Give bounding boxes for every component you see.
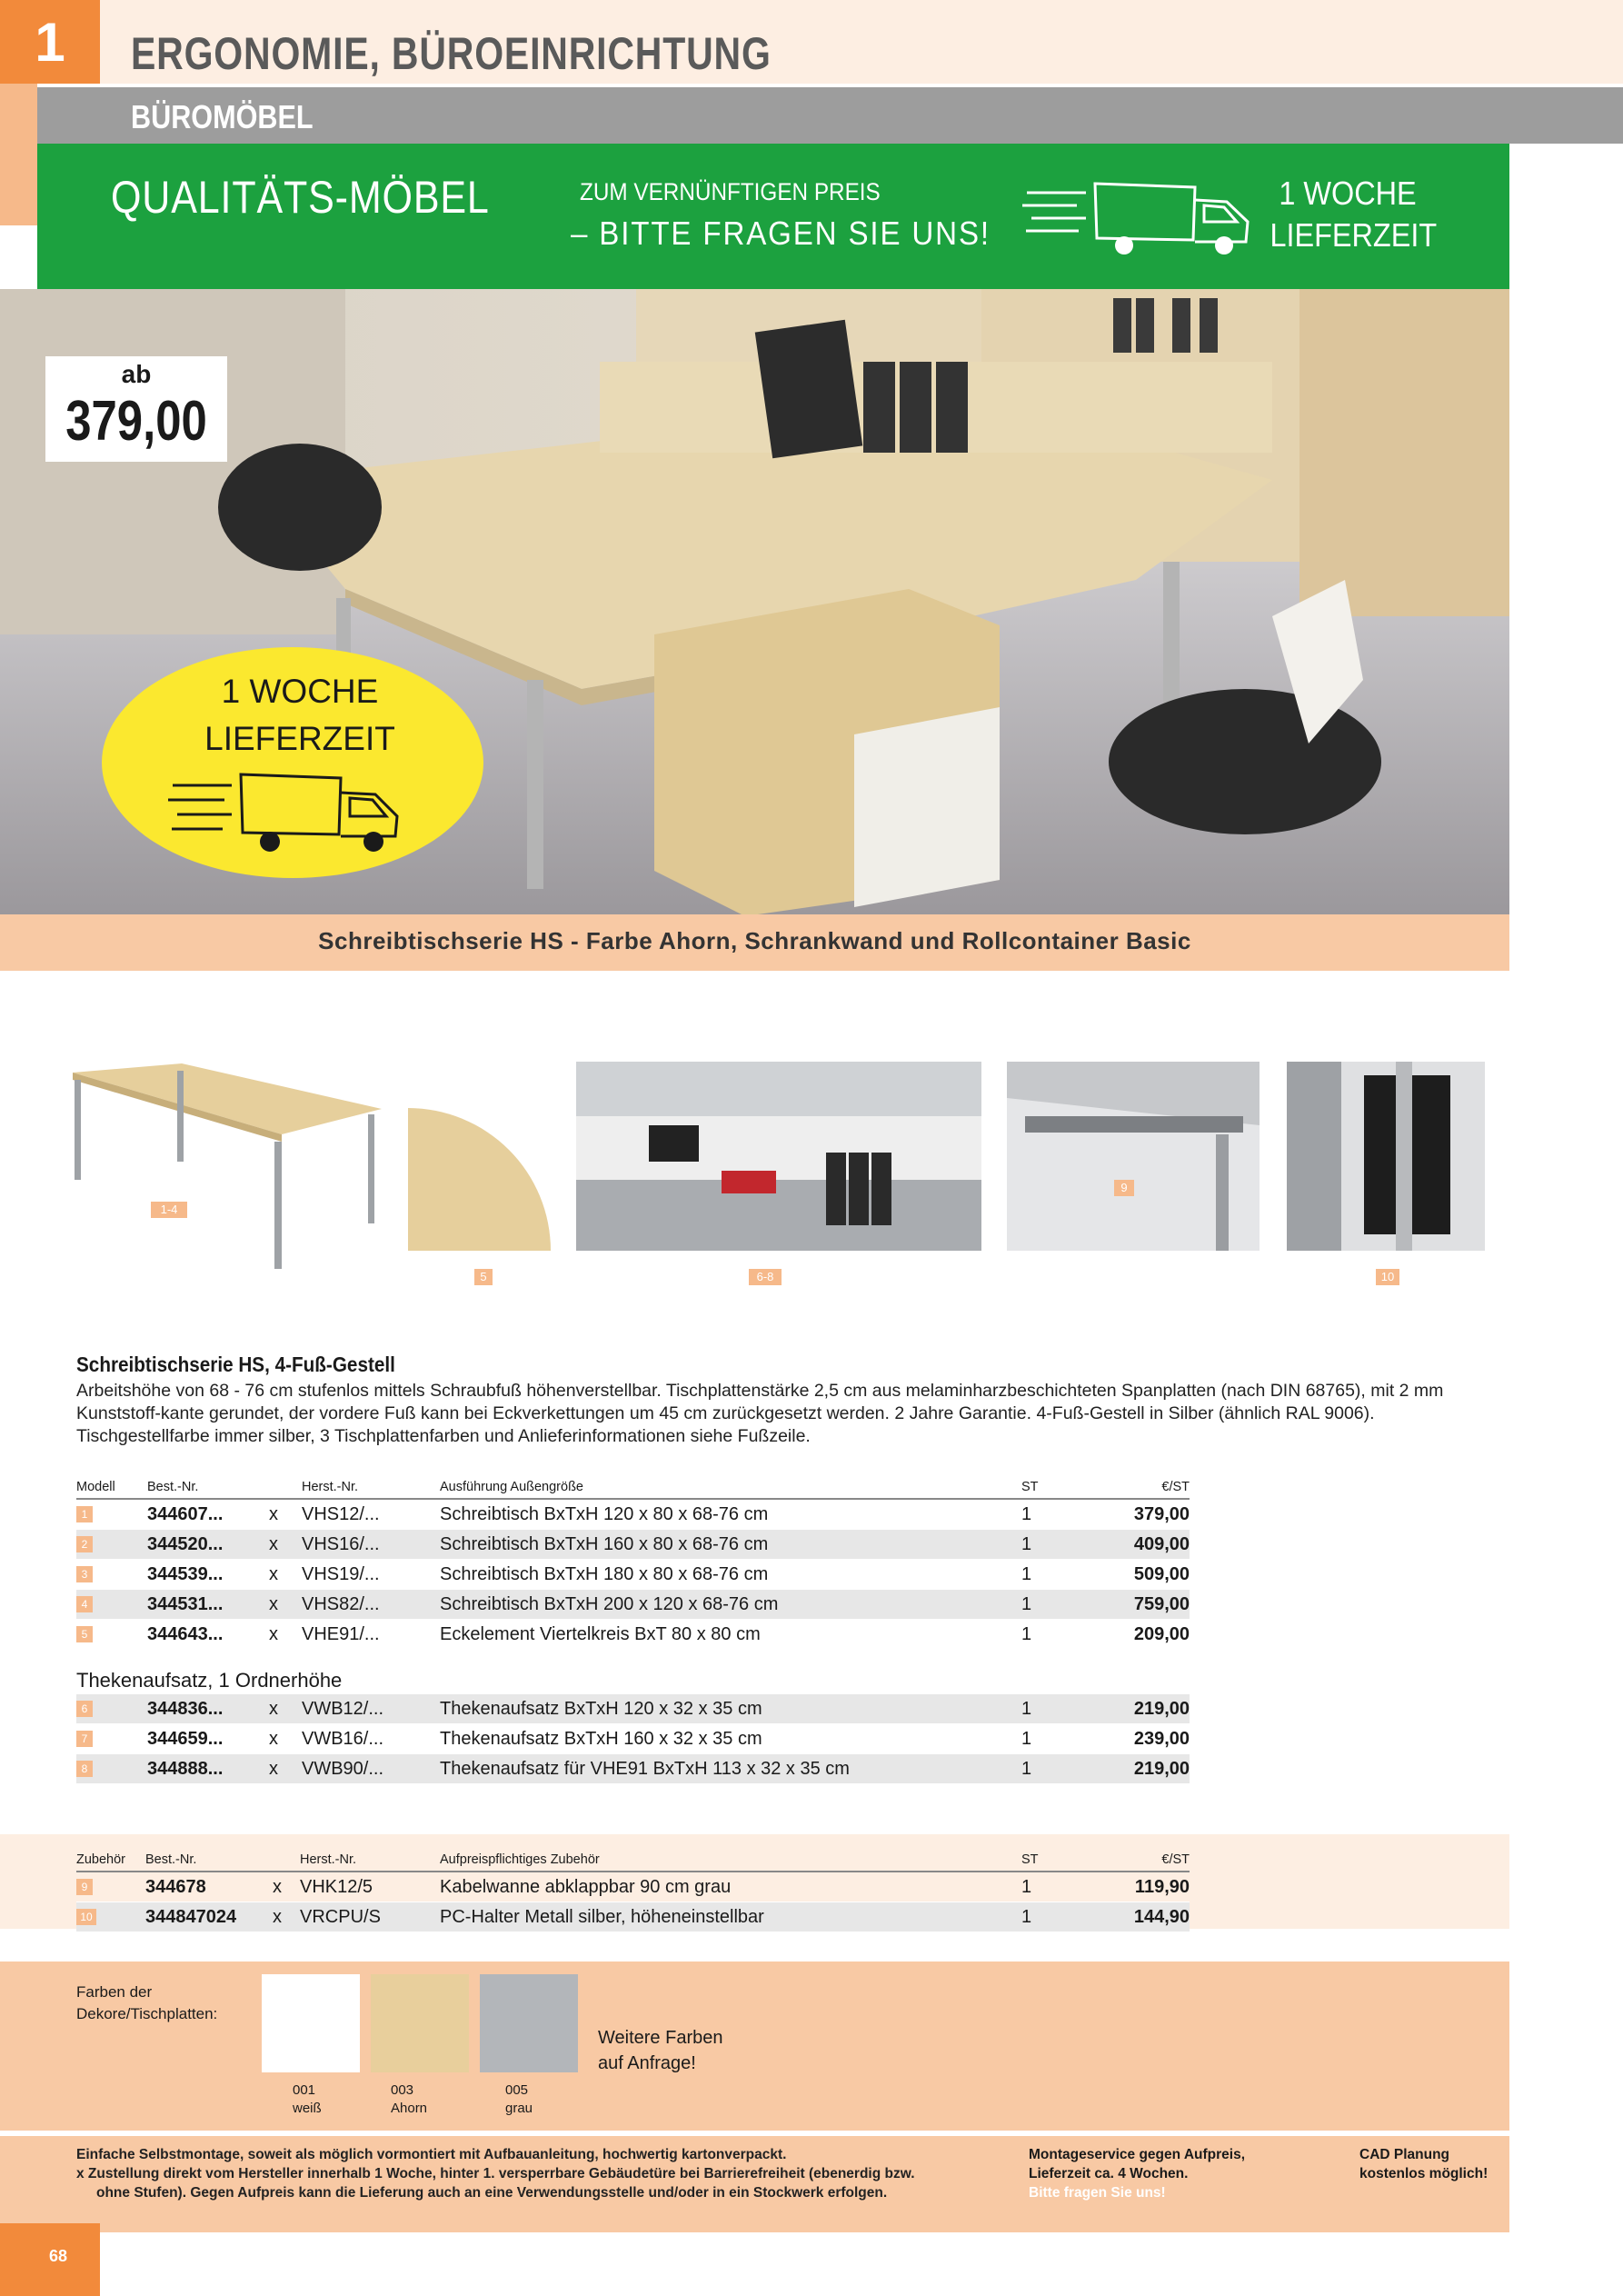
table-row [76, 1902, 1190, 1932]
desk-product-image [64, 1054, 391, 1273]
swatch-code: 003 [391, 2082, 414, 2098]
item-price: 209,00 [1087, 1620, 1190, 1650]
row-number: 8 [76, 1761, 93, 1777]
item-description: PC-Halter Metall silber, höheneinstellbar [440, 1902, 1021, 1932]
col-order-no: Best.-Nr. [145, 1849, 273, 1872]
maker-number: VHS16/... [302, 1530, 440, 1560]
cad-line-1: CAD Planung [1359, 2147, 1450, 2162]
footer-delivery-info [76, 2145, 931, 2202]
delivery-marker: x [269, 1590, 302, 1620]
colors-label [76, 1982, 217, 2025]
delivery-marker: x [269, 1499, 302, 1530]
maker-number: VWB90/... [302, 1754, 440, 1784]
item-qty: 1 [1021, 1724, 1087, 1754]
corner-element-image [404, 1104, 554, 1254]
order-number: 344539... [147, 1560, 269, 1590]
col-price: €/ST [1087, 1849, 1190, 1872]
more-colors-line-1: Weitere Farben [598, 2028, 723, 2048]
item-qty: 1 [1021, 1590, 1087, 1620]
swatch-label [391, 2081, 427, 2118]
order-number: 344520... [147, 1530, 269, 1560]
item-qty: 1 [1021, 1530, 1087, 1560]
order-number: 344607... [147, 1499, 269, 1530]
item-description: Thekenaufsatz für VHE91 BxTxH 113 x 32 x 35 cm [440, 1754, 1021, 1784]
table-row [76, 1754, 1190, 1784]
col-accessory: Zubehör [76, 1849, 145, 1872]
banner-title: QUALITÄTS-MÖBEL [111, 172, 490, 223]
chapter-title: ERGONOMIE, BÜROEINRICHTUNG [131, 28, 772, 79]
more-colors-line-2: auf Anfrage! [598, 2053, 696, 2073]
banner-line-2: – BITTE FRAGEN SIE UNS! [571, 215, 991, 252]
order-number: 344659... [147, 1724, 269, 1754]
item-description: Schreibtisch BxTxH 120 x 80 x 68-76 cm [440, 1499, 1021, 1530]
thumb-tag-6-8: 6-8 [749, 1269, 782, 1285]
item-qty: 1 [1021, 1499, 1087, 1530]
item-price: 759,00 [1087, 1590, 1190, 1620]
order-number: 344847024 [145, 1902, 273, 1932]
product-description: Arbeitshöhe von 68 - 76 cm stufenlos mittels Schraubfuß höhenverstellbar. Tischplattenstärke 2,5 cm aus melaminharzbeschichteten Spanplatten (nach DIN 68765), mit 2 mm Kunststoff-kante gerundet, der vordere Fuß kann bei Eckverkettungen um 45 cm zurückgesetzt werden. 2 Jahre Garantie. 4-Fuß-Gestell in Silber (ähnlich RAL 9006). Tischgestellfarbe immer silber, 3 Tischplattenfarben und Anlieferinformationen siehe Fußzeile. [76, 1381, 1444, 1446]
item-qty: 1 [1021, 1754, 1087, 1784]
item-price: 119,90 [1087, 1872, 1190, 1902]
table-row [76, 1694, 1190, 1724]
footer-line-1: Einfache Selbstmontage, soweit als möglich vormontiert mit Aufbauanleitung, hochwertig kartonverpackt. [76, 2147, 787, 2162]
col-model: Modell [76, 1476, 147, 1499]
row-number: 2 [76, 1536, 93, 1552]
color-swatch-maple [371, 1974, 469, 2072]
item-price: 219,00 [1087, 1694, 1190, 1724]
banner-delivery-line-1: 1 WOCHE [1279, 175, 1417, 212]
delivery-marker: x [273, 1902, 300, 1932]
col-maker-no: Herst.-Nr. [300, 1849, 440, 1872]
item-price: 379,00 [1087, 1499, 1190, 1530]
color-swatch-white [262, 1974, 360, 2072]
delivery-marker: x [269, 1620, 302, 1650]
item-description: Schreibtisch BxTxH 180 x 80 x 68-76 cm [440, 1560, 1021, 1590]
colors-label-line-1: Farben der [76, 1983, 153, 2001]
item-price: 144,90 [1087, 1902, 1190, 1932]
order-number: 344531... [147, 1590, 269, 1620]
thumb-tag-10: 10 [1376, 1269, 1399, 1285]
delivery-marker: x [273, 1872, 300, 1902]
thumb-tag-5: 5 [474, 1269, 493, 1285]
maker-number: VWB12/... [302, 1694, 440, 1724]
col-accessory-desc: Aufpreispflichtiges Zubehör [440, 1849, 1021, 1872]
item-description: Schreibtisch BxTxH 200 x 120 x 68-76 cm [440, 1590, 1021, 1620]
color-swatch-grey [480, 1974, 578, 2072]
table-row [76, 1560, 1190, 1590]
starting-price: 379,00 [65, 390, 207, 453]
delivery-marker: x [269, 1754, 302, 1784]
thumb-tag-1-4: 1-4 [151, 1202, 187, 1218]
table-header [76, 1849, 1190, 1872]
product-table [76, 1476, 1190, 1650]
item-qty: 1 [1021, 1872, 1087, 1902]
montage-line-2: Lieferzeit ca. 4 Wochen. [1029, 2166, 1189, 2181]
table-header [76, 1476, 1190, 1499]
maker-number: VHE91/... [302, 1620, 440, 1650]
order-number: 344643... [147, 1620, 269, 1650]
table-row [76, 1620, 1190, 1650]
delivery-truck-icon [1022, 175, 1259, 258]
more-colors-note [598, 2025, 722, 2076]
col-qty: ST [1021, 1476, 1087, 1499]
order-number: 344888... [147, 1754, 269, 1784]
pc-holder-image [1287, 1062, 1485, 1251]
swatch-code: 001 [293, 2082, 316, 2098]
row-number: 7 [76, 1731, 93, 1747]
table-row [76, 1724, 1190, 1754]
item-qty: 1 [1021, 1902, 1087, 1932]
swatch-label [293, 2081, 322, 2118]
delivery-truck-icon [168, 764, 409, 854]
cad-line-2: kostenlos möglich! [1359, 2166, 1489, 2181]
delivery-badge-line-2: LIEFERZEIT [204, 720, 395, 757]
item-description: Eckelement Viertelkreis BxT 80 x 80 cm [440, 1620, 1021, 1650]
montage-line-3: Bitte fragen Sie uns! [1029, 2185, 1166, 2201]
thumb-tag-9: 9 [1114, 1180, 1134, 1196]
order-number: 344836... [147, 1694, 269, 1724]
item-description: Schreibtisch BxTxH 160 x 80 x 68-76 cm [440, 1530, 1021, 1560]
col-maker-no: Herst.-Nr. [302, 1476, 440, 1499]
product-title: Schreibtischserie HS, 4-Fuß-Gestell [76, 1353, 395, 1376]
montage-line-1: Montageservice gegen Aufpreis, [1029, 2147, 1246, 2162]
counter-table [76, 1694, 1190, 1784]
page-number: 68 [49, 2247, 68, 2265]
col-price: €/ST [1087, 1476, 1190, 1499]
maker-number: VHS19/... [302, 1560, 440, 1590]
swatch-name: Ahorn [391, 2101, 428, 2116]
swatch-code: 005 [505, 2082, 529, 2098]
chapter-number: 1 [0, 0, 100, 84]
colors-label-line-2: Dekore/Tischplatten: [76, 2005, 218, 2022]
row-number: 6 [76, 1701, 93, 1717]
table-row [76, 1590, 1190, 1620]
row-number: 4 [76, 1596, 93, 1612]
item-qty: 1 [1021, 1694, 1087, 1724]
banner-delivery-line-2: LIEFERZEIT [1270, 216, 1438, 254]
item-description: Thekenaufsatz BxTxH 160 x 32 x 35 cm [440, 1724, 1021, 1754]
cable-tray-image [1007, 1062, 1260, 1251]
col-design: Ausführung Außengröße [440, 1476, 1021, 1499]
hero-caption: Schreibtischserie HS - Farbe Ahorn, Schrankwand und Rollcontainer Basic [318, 927, 1191, 954]
footer-montage-info [1029, 2145, 1245, 2202]
colors-band [0, 1962, 1509, 2131]
group-title: Thekenaufsatz, 1 Ordnerhöhe [76, 1669, 343, 1692]
delivery-marker: x [269, 1724, 302, 1754]
item-qty: 1 [1021, 1560, 1087, 1590]
banner-line-1: ZUM VERNÜNFTIGEN PREIS [580, 178, 881, 205]
row-number: 3 [76, 1566, 93, 1582]
section-subtitle: BÜROMÖBEL [131, 98, 314, 135]
footer-cad-info [1359, 2145, 1488, 2183]
table-row [76, 1499, 1190, 1530]
col-order-no: Best.-Nr. [147, 1476, 269, 1499]
item-description: Thekenaufsatz BxTxH 120 x 32 x 35 cm [440, 1694, 1021, 1724]
maker-number: VHS12/... [302, 1499, 440, 1530]
swatch-label [505, 2081, 533, 2118]
item-description: Kabelwanne abklappbar 90 cm grau [440, 1872, 1021, 1902]
swatch-name: grau [505, 2101, 533, 2116]
item-price: 239,00 [1087, 1724, 1190, 1754]
row-number: 1 [76, 1506, 93, 1522]
table-row [76, 1872, 1190, 1902]
maker-number: VRCPU/S [300, 1902, 440, 1932]
price-prefix: ab [121, 360, 152, 388]
item-price: 219,00 [1087, 1754, 1190, 1784]
item-qty: 1 [1021, 1620, 1087, 1650]
item-price: 509,00 [1087, 1560, 1190, 1590]
counter-attachment-image [576, 1062, 981, 1251]
row-number: 5 [76, 1626, 93, 1642]
footer-line-3: ohne Stufen). Gegen Aufpreis kann die Lieferung auch an eine Verwendungsstelle und/oder in ein Stockwerk erfolgen. [96, 2185, 888, 2201]
order-number: 344678 [145, 1872, 273, 1902]
maker-number: VWB16/... [302, 1724, 440, 1754]
delivery-badge-line-1: 1 WOCHE [221, 673, 379, 710]
maker-number: VHK12/5 [300, 1872, 440, 1902]
accessories-table [76, 1849, 1190, 1932]
item-price: 409,00 [1087, 1530, 1190, 1560]
delivery-marker: x [269, 1530, 302, 1560]
row-number: 9 [76, 1879, 93, 1895]
table-row [76, 1530, 1190, 1560]
row-number: 10 [76, 1909, 96, 1925]
swatch-name: weiß [293, 2101, 322, 2116]
delivery-marker: x [269, 1560, 302, 1590]
col-qty: ST [1021, 1849, 1087, 1872]
footer-line-2: x Zustellung direkt vom Hersteller innerhalb 1 Woche, hinter 1. versperrbare Gebäudetüre bei Barrierefreiheit (ebenerdig bzw. [76, 2166, 915, 2181]
delivery-marker: x [269, 1694, 302, 1724]
maker-number: VHS82/... [302, 1590, 440, 1620]
